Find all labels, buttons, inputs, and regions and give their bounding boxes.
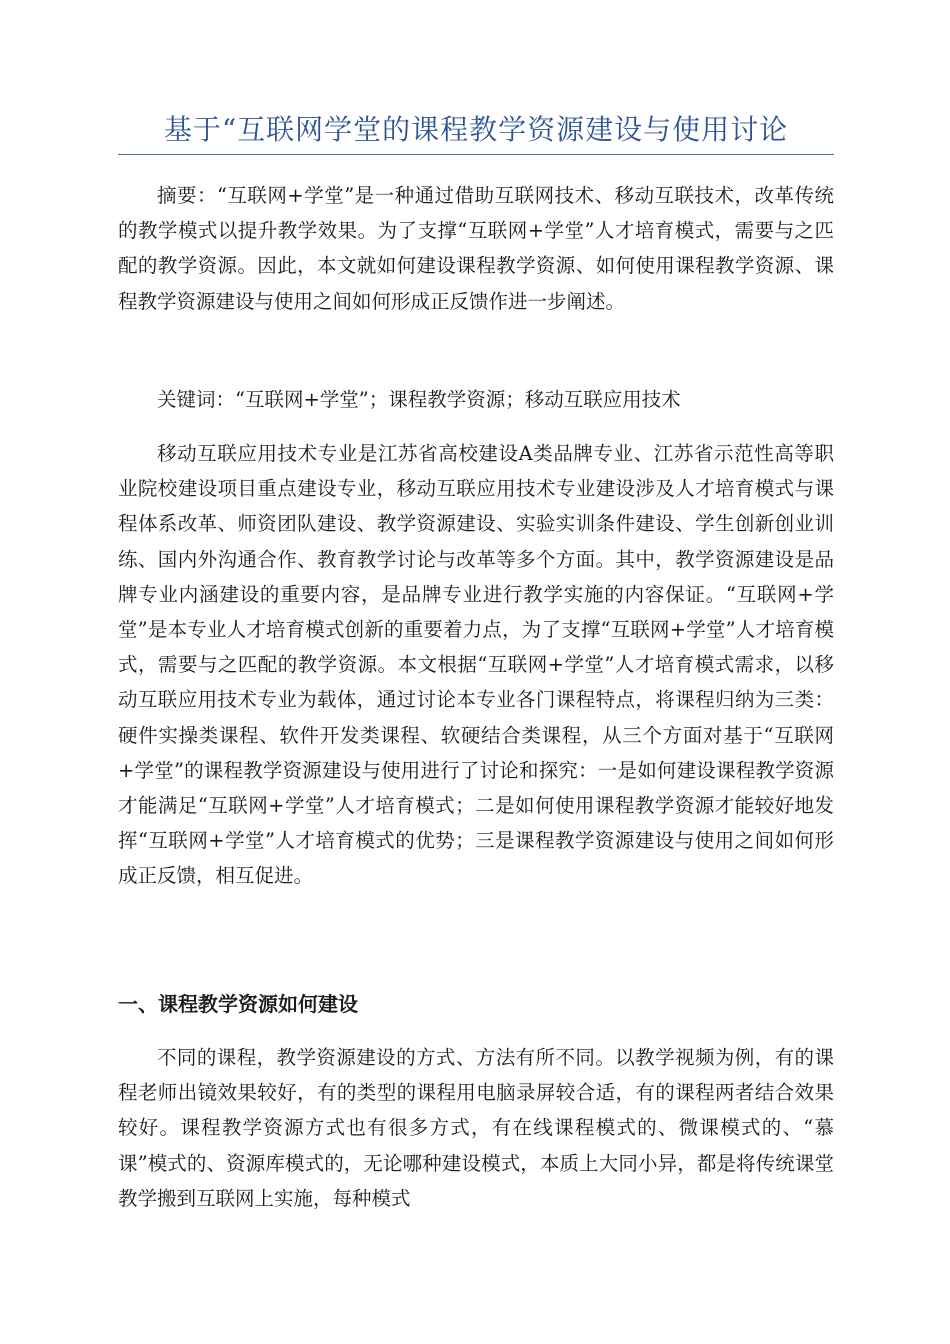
title-block: [118, 110, 834, 155]
section-paragraph: 不同的课程，教学资源建设的方式、方法有所不同。以教学视频为例，有的课程老师出镜效果较好，有的类型的课程用电脑录屏较合适，有的课程两者结合效果较好。课程教学资源方式也有很多方式，有在线课程模式的、微课模式的、“慕课”模式的、资源库模式的，无论哪种建设模式，本质上大同小异，都是将传统课堂教学搬到互联网上实施，每种模式: [118, 1046, 834, 1210]
section-heading: 一、课程教学资源如何建设: [118, 992, 358, 1016]
document-title: 基于“互联网学堂的课程教学资源建设与使用讨论: [163, 113, 789, 146]
abstract-paragraph: 摘要：“互联网+学堂”是一种通过借助互联网技术、移动互联技术，改革传统的教学模式以提升教学效果。为了支撑“互联网+学堂”人才培育模式，需要与之匹配的教学资源。因此，本文就如何建设课程教学资源、如何使用课程教学资源、课程教学资源建设与使用之间如何形成正反馈作进一步阐述。: [118, 184, 834, 313]
keywords-paragraph: 关键词：“互联网+学堂”；课程教学资源；移动互联应用技术: [157, 388, 681, 411]
intro-paragraph: 移动互联应用技术专业是江苏省高校建设A类品牌专业、江苏省示范性高等职业院校建设项目重点建设专业，移动互联应用技术专业建设涉及人才培育模式与课程体系改革、师资团队建设、教学资源建设、实验实训条件建设、学生创新创业训练、国内外沟通合作、教育教学讨论与改革等多个方面。其中，教学资源建设是品牌专业内涵建设的重要内容，是品牌专业进行教学实施的内容保证。“互联网+学堂”是本专业人才培育模式创新的重要着力点，为了支撑“互联网+学堂”人才培育模式，需要与之匹配的教学资源。本文根据“互联网+学堂”人才培育模式需求，以移动互联应用技术专业为载体，通过讨论本专业各门课程特点，将课程归纳为三类：硬件实操类课程、软件开发类课程、软硬结合类课程，从三个方面对基于“互联网+学堂”的课程教学资源建设与使用进行了讨论和探究：一是如何建设课程教学资源才能满足“互联网+学堂”人才培育模式；二是如何使用课程教学资源才能较好地发挥“互联网+学堂”人才培育模式的优势；三是课程教学资源建设与使用之间如何形成正反馈，相互促进。: [118, 442, 834, 888]
